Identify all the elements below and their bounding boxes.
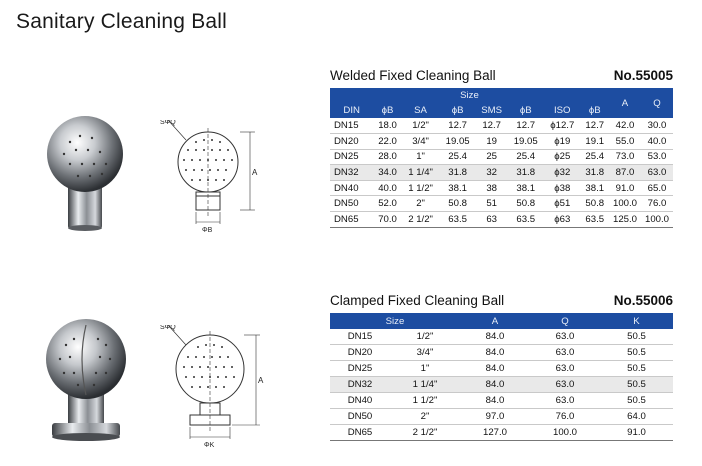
table-cell: 63 bbox=[476, 212, 508, 228]
table-cell: 38 bbox=[476, 180, 508, 196]
table-cell: DN32 bbox=[330, 377, 390, 393]
table-cell: ϕ38 bbox=[544, 180, 581, 196]
table-cell: DN40 bbox=[330, 393, 390, 409]
table-cell: 50.8 bbox=[507, 196, 544, 212]
welded-height-label: A bbox=[252, 168, 258, 177]
clamped-ball-photo bbox=[38, 315, 134, 445]
clamped-product-number: No.55006 bbox=[613, 293, 673, 308]
table-row bbox=[330, 149, 673, 165]
table-cell: 25 bbox=[476, 149, 508, 165]
welded-product-number: No.55005 bbox=[613, 68, 673, 83]
table-cell: 76.0 bbox=[530, 408, 600, 424]
clamped-table-header bbox=[330, 293, 673, 308]
table-cell: 19.05 bbox=[507, 134, 544, 150]
welded-size-header: Size bbox=[330, 88, 609, 103]
table-cell: 12.7 bbox=[439, 118, 476, 134]
table-cell: 1 1/2" bbox=[390, 393, 460, 409]
table-cell: 12.7 bbox=[581, 118, 609, 134]
table-cell: 1 1/4" bbox=[402, 165, 440, 181]
table-cell: 1/2" bbox=[390, 329, 460, 345]
table-cell: 50.5 bbox=[600, 345, 673, 361]
table-cell: 2" bbox=[390, 408, 460, 424]
table-row bbox=[330, 393, 673, 409]
table-cell: ϕ63 bbox=[544, 212, 581, 228]
table-cell: 32 bbox=[476, 165, 508, 181]
table-cell: ϕ25 bbox=[544, 149, 581, 165]
table-cell: 91.0 bbox=[609, 180, 641, 196]
table-cell: DN50 bbox=[330, 196, 373, 212]
welded-spec-table bbox=[330, 88, 673, 228]
table-cell: 22.0 bbox=[373, 134, 401, 150]
clamped-col-k: K bbox=[600, 313, 673, 329]
table-cell: 19.05 bbox=[439, 134, 476, 150]
table-cell: 63.5 bbox=[507, 212, 544, 228]
table-cell: 84.0 bbox=[460, 393, 530, 409]
table-cell: 84.0 bbox=[460, 329, 530, 345]
table-cell: DN25 bbox=[330, 361, 390, 377]
table-cell: 25.4 bbox=[581, 149, 609, 165]
table-cell: 63.0 bbox=[530, 329, 600, 345]
table-cell: 76.0 bbox=[641, 196, 673, 212]
table-cell: ϕ51 bbox=[544, 196, 581, 212]
welded-subheader: SMS bbox=[476, 103, 508, 118]
table-row bbox=[330, 134, 673, 150]
welded-sphere-label: SΦQ bbox=[160, 120, 176, 126]
table-cell: 40.0 bbox=[641, 134, 673, 150]
table-row bbox=[330, 165, 673, 181]
page-title: Sanitary Cleaning Ball bbox=[16, 10, 228, 33]
table-cell: 38.1 bbox=[439, 180, 476, 196]
clamped-table-title: Clamped Fixed Cleaning Ball bbox=[330, 293, 505, 308]
welded-subheader: SA bbox=[402, 103, 440, 118]
table-cell: 31.8 bbox=[439, 165, 476, 181]
table-cell: 2 1/2" bbox=[402, 212, 440, 228]
table-cell: 50.5 bbox=[600, 377, 673, 393]
table-cell: 12.7 bbox=[476, 118, 508, 134]
table-cell: 25.4 bbox=[507, 149, 544, 165]
table-cell: 63.0 bbox=[530, 345, 600, 361]
table-cell: 50.5 bbox=[600, 393, 673, 409]
table-cell: 31.8 bbox=[581, 165, 609, 181]
table-cell: 1" bbox=[402, 149, 440, 165]
welded-col-a: A bbox=[609, 88, 641, 118]
table-cell: 50.5 bbox=[600, 329, 673, 345]
table-cell: 34.0 bbox=[373, 165, 401, 181]
welded-base-label: ΦB bbox=[202, 227, 213, 234]
table-cell: DN65 bbox=[330, 424, 390, 440]
welded-subheader: ϕB bbox=[581, 103, 609, 118]
table-cell: 30.0 bbox=[641, 118, 673, 134]
welded-table-title: Welded Fixed Cleaning Ball bbox=[330, 68, 496, 83]
welded-subheader: ISO bbox=[544, 103, 581, 118]
clamped-technical-drawing bbox=[160, 325, 270, 453]
table-cell: 63.5 bbox=[439, 212, 476, 228]
table-cell: 19.1 bbox=[581, 134, 609, 150]
table-cell: 84.0 bbox=[460, 345, 530, 361]
table-row bbox=[330, 361, 673, 377]
table-cell: 127.0 bbox=[460, 424, 530, 440]
table-cell: 2 1/2" bbox=[390, 424, 460, 440]
table-cell: 19 bbox=[476, 134, 508, 150]
table-cell: 63.0 bbox=[530, 393, 600, 409]
welded-col-q: Q bbox=[641, 88, 673, 118]
table-cell: 125.0 bbox=[609, 212, 641, 228]
table-cell: 3/4" bbox=[402, 134, 440, 150]
table-cell: 97.0 bbox=[460, 408, 530, 424]
welded-subheader: ϕB bbox=[373, 103, 401, 118]
table-cell: 100.0 bbox=[641, 212, 673, 228]
table-cell: 63.0 bbox=[530, 361, 600, 377]
welded-ball-photo bbox=[40, 112, 130, 232]
table-cell: 70.0 bbox=[373, 212, 401, 228]
table-cell: ϕ19 bbox=[544, 134, 581, 150]
clamped-col-size: Size bbox=[330, 313, 460, 329]
table-cell: ϕ32 bbox=[544, 165, 581, 181]
table-cell: 18.0 bbox=[373, 118, 401, 134]
welded-subheader: ϕB bbox=[507, 103, 544, 118]
table-cell: 25.4 bbox=[439, 149, 476, 165]
table-cell: 50.5 bbox=[600, 361, 673, 377]
table-cell: DN40 bbox=[330, 180, 373, 196]
table-cell: 1 1/2" bbox=[402, 180, 440, 196]
table-cell: 65.0 bbox=[641, 180, 673, 196]
table-cell: 51 bbox=[476, 196, 508, 212]
table-row bbox=[330, 345, 673, 361]
table-cell: 91.0 bbox=[600, 424, 673, 440]
clamped-height-label: A bbox=[258, 376, 264, 385]
table-cell: DN15 bbox=[330, 329, 390, 345]
table-cell: 73.0 bbox=[609, 149, 641, 165]
table-cell: 1/2" bbox=[402, 118, 440, 134]
table-cell: 12.7 bbox=[507, 118, 544, 134]
table-cell: DN20 bbox=[330, 345, 390, 361]
table-cell: ϕ12.7 bbox=[544, 118, 581, 134]
table-cell: 1 1/4" bbox=[390, 377, 460, 393]
table-row bbox=[330, 196, 673, 212]
table-cell: 84.0 bbox=[460, 361, 530, 377]
table-cell: DN25 bbox=[330, 149, 373, 165]
table-cell: 2" bbox=[402, 196, 440, 212]
table-cell: 38.1 bbox=[581, 180, 609, 196]
table-cell: DN15 bbox=[330, 118, 373, 134]
table-cell: DN65 bbox=[330, 212, 373, 228]
table-cell: DN32 bbox=[330, 165, 373, 181]
table-cell: 28.0 bbox=[373, 149, 401, 165]
table-row bbox=[330, 377, 673, 393]
clamped-sphere-label: SΦQ bbox=[160, 325, 176, 331]
table-cell: 53.0 bbox=[641, 149, 673, 165]
table-cell: 31.8 bbox=[507, 165, 544, 181]
table-cell: DN20 bbox=[330, 134, 373, 150]
table-cell: 63.0 bbox=[530, 377, 600, 393]
table-row bbox=[330, 118, 673, 134]
welded-table-header bbox=[330, 68, 673, 83]
clamped-col-a: A bbox=[460, 313, 530, 329]
table-cell: 52.0 bbox=[373, 196, 401, 212]
table-cell: 1" bbox=[390, 361, 460, 377]
table-cell: 63.0 bbox=[641, 165, 673, 181]
table-cell: 87.0 bbox=[609, 165, 641, 181]
table-cell: 100.0 bbox=[609, 196, 641, 212]
table-row bbox=[330, 329, 673, 345]
table-cell: 38.1 bbox=[507, 180, 544, 196]
clamped-col-q: Q bbox=[530, 313, 600, 329]
welded-subheader: DIN bbox=[330, 103, 373, 118]
clamped-base-label: ΦK bbox=[204, 442, 215, 449]
table-cell: 50.8 bbox=[439, 196, 476, 212]
table-cell: 64.0 bbox=[600, 408, 673, 424]
welded-subheader: ϕB bbox=[439, 103, 476, 118]
table-cell: 3/4" bbox=[390, 345, 460, 361]
table-cell: DN50 bbox=[330, 408, 390, 424]
clamped-spec-table bbox=[330, 313, 673, 441]
table-cell: 50.8 bbox=[581, 196, 609, 212]
table-cell: 100.0 bbox=[530, 424, 600, 440]
table-cell: 40.0 bbox=[373, 180, 401, 196]
table-cell: 55.0 bbox=[609, 134, 641, 150]
table-row bbox=[330, 424, 673, 440]
table-cell: 63.5 bbox=[581, 212, 609, 228]
table-cell: 42.0 bbox=[609, 118, 641, 134]
table-row bbox=[330, 408, 673, 424]
welded-technical-drawing bbox=[160, 120, 260, 240]
table-row bbox=[330, 180, 673, 196]
table-cell: 84.0 bbox=[460, 377, 530, 393]
table-row bbox=[330, 212, 673, 228]
